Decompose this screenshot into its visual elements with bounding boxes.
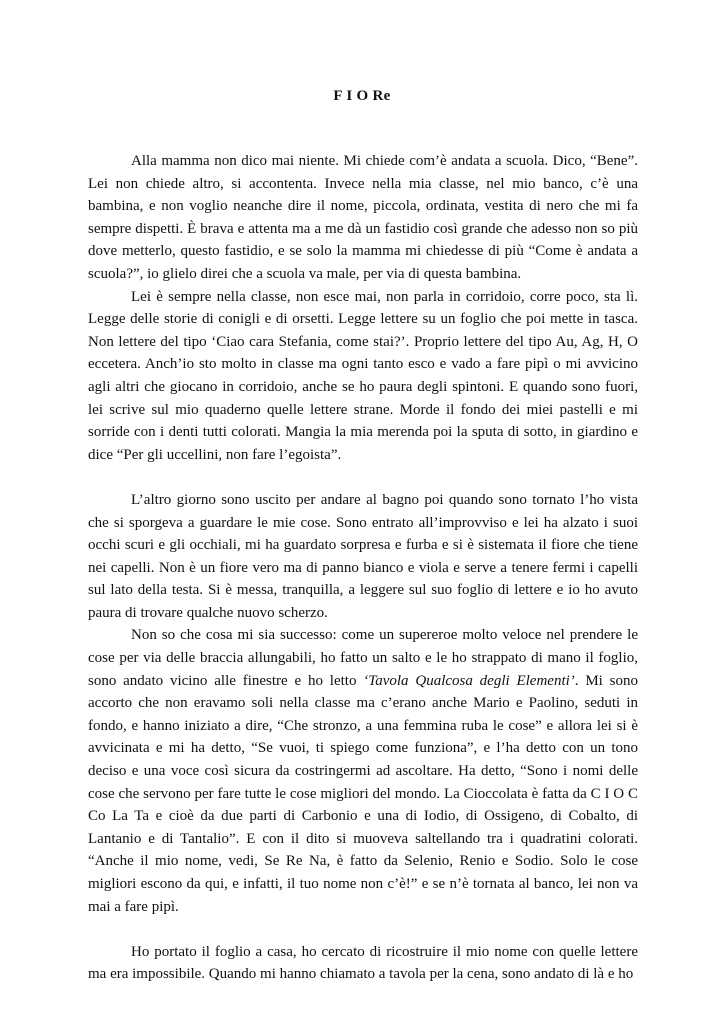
document-title: F I O Re xyxy=(333,88,391,104)
paragraph-4-end: . Mi sono accorto che non eravamo soli nella classe ma c’erano anche Mario e Paolino, seduti in fondo, e hanno iniziato a dire, “Che stronzo, a una femmina ruba le cose” e allora lei si è avvicinata e mi ha detto, “Se vuoi, ti spiego come funziona”, e l’ha detto con un tono deciso e una voce così sicura da costringermi ad ascoltare. Ha detto, “Sono i nomi delle cose che servono per fare tutte le cose migliori del mondo. La Cioccolata è fatta da C I O C Co La Ta e cioè da due parti di Carbonio e una di Iodio, di Ossigeno, di Cobalto, di Lantanio e di Tantalio”. E con il dito si muoveva saltellando tra i quadratini colorati. “Anche il mio nome, vedi, Se Re Na, è fatto da Selenio, Renio e Sodio. Solo le cose migliori escono da qui, e infatti, il tuo nome non c’è!” e se n’è tornata al banco, lei non va mai a fare pipì. xyxy=(88,672,638,915)
paragraph-5: Ho portato il foglio a casa, ho cercato di ricostruire il mio nome con quelle lettere ma era impossibile. Quando mi hanno chiamato a tavola per la cena, sono andato di là e ho xyxy=(88,943,638,983)
paragraph-2: Lei è sempre nella classe, non esce mai, non parla in corridoio, corre poco, sta lì. Legge delle storie di conigli e di orsetti. Legge lettere su un foglio che poi mette in tasca. Non lettere del tipo ‘Ciao cara Stefania, come stai?’. Proprio lettere del tipo Au, Ag, H, O eccetera. Anch’io sto molto in classe ma ogni tanto esco e vado a fare pipì o mi avvicino agli altri che giocano in corridoio, anche se ho paura degli spintoni. E quando sono fuori, lei scrive sul mio quaderno quelle lettere strane. Morde il fondo dei miei pastelli e mi sorride con i denti tutti colorati. Mangia la mia merenda poi la sputa di sotto, in giardino e dice “Per gli uccellini, non fare l’egoista”. xyxy=(88,288,638,463)
document-body xyxy=(88,150,638,986)
paragraph-3: L’altro giorno sono uscito per andare al bagno poi quando sono tornato l’ho vista che si sporgeva a guardare le mie cose. Sono entrato all’improvviso e lei ha alzato i suoi occhi scuri e gli occhiali, mi ha guardato sorpresa e furba e si è sistemata il fiore che tiene nei capelli. Non è un fiore vero ma di panno bianco e viola e serve a tenere fermi i capelli sul lato della testa. Si è messa, tranquilla, a leggere sul suo foglio di lettere e io ho avuto paura di trovare qualche nuovo scherzo. xyxy=(88,491,638,621)
paragraph-4-start: Non so che cosa mi sia successo: come un supereroe molto veloce nel prendere le cose per via delle braccia allungabili, ho fatto un salto e le ho strappato di mano il foglio, sono andato vicino alle finestre e ho letto xyxy=(88,627,638,689)
italic-title-phrase: ‘Tavola Qualcosa degli Elementi’ xyxy=(363,672,575,689)
paragraph-4 xyxy=(88,624,638,918)
paragraph-1: Alla mamma non dico mai niente. Mi chiede com’è andata a scuola. Dico, “Bene”. Lei non chiede altro, si accontenta. Invece nella mia classe, nel mio banco, c’è una bambina, e non voglio neanche dire il nome, piccola, ordinata, vestita di nero che mi fa sempre dispetti. È brava e attenta ma a me dà un fastidio così grande che adesso non so più dove metterlo, questo fastidio, e se solo la mamma mi chiedesse di più “Come è andata a scuola?”, io glielo direi che a scuola va male, per via di questa bambina. xyxy=(88,153,638,282)
